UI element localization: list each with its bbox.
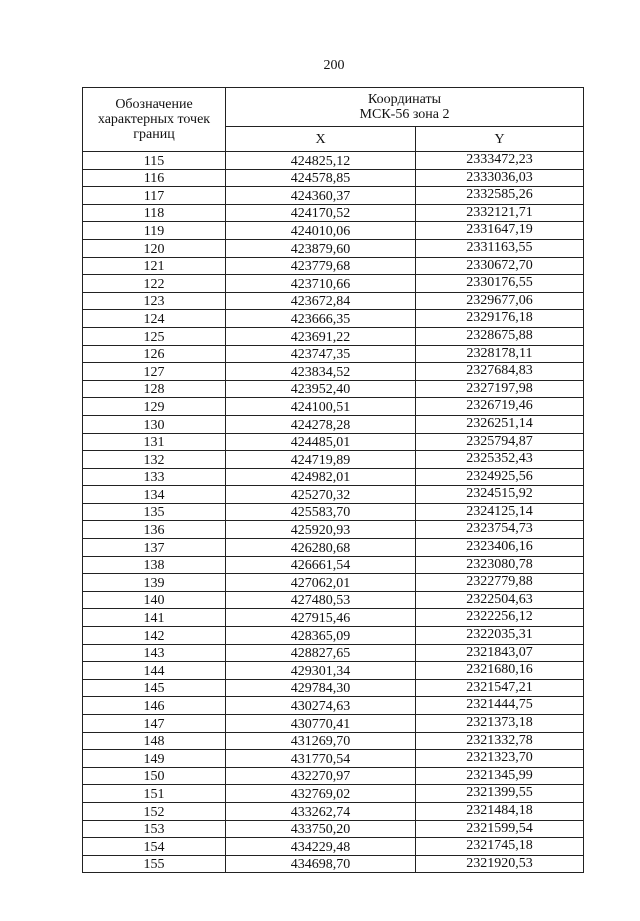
table-row xyxy=(83,521,584,539)
table-row xyxy=(83,539,584,557)
table-row xyxy=(83,679,584,697)
x-coordinate-cell: 427915,46 xyxy=(226,609,416,627)
table-row xyxy=(83,468,584,486)
x-coordinate-cell: 424578,85 xyxy=(226,169,416,187)
coordinates-header xyxy=(226,88,584,127)
point-number-cell: 150 xyxy=(83,767,226,785)
point-number-cell: 118 xyxy=(83,204,226,222)
point-number-cell: 115 xyxy=(83,152,226,170)
y-coordinate-cell: 2328675,88 xyxy=(416,327,584,345)
point-number-cell: 120 xyxy=(83,239,226,257)
point-number-cell: 134 xyxy=(83,486,226,504)
y-coordinate-cell: 2321599,54 xyxy=(416,820,584,838)
x-coordinate-cell: 424719,89 xyxy=(226,451,416,469)
y-coordinate-cell: 2323754,73 xyxy=(416,521,584,539)
x-coordinate-cell: 424485,01 xyxy=(226,433,416,451)
point-number-cell: 154 xyxy=(83,838,226,856)
y-coordinate-cell: 2328178,11 xyxy=(416,345,584,363)
point-number-cell: 144 xyxy=(83,662,226,680)
table-row xyxy=(83,767,584,785)
table-row xyxy=(83,486,584,504)
x-coordinate-cell: 423834,52 xyxy=(226,363,416,381)
y-coordinate-cell: 2322504,63 xyxy=(416,591,584,609)
point-number-cell: 124 xyxy=(83,310,226,328)
point-number-cell: 138 xyxy=(83,556,226,574)
x-coordinate-cell: 423779,68 xyxy=(226,257,416,275)
x-coordinate-cell: 424825,12 xyxy=(226,152,416,170)
coordinates-header-line-1: Координаты xyxy=(368,92,441,108)
x-coordinate-cell: 427062,01 xyxy=(226,574,416,592)
y-coordinate-cell: 2327197,98 xyxy=(416,380,584,398)
page-number: 200 xyxy=(323,58,345,73)
point-header-line-3: границ xyxy=(133,127,175,142)
point-number-cell: 116 xyxy=(83,169,226,187)
x-coordinate-cell: 425270,32 xyxy=(226,486,416,504)
point-header-line-1: Обозначение xyxy=(115,97,193,112)
table-row xyxy=(83,609,584,627)
table-row xyxy=(83,398,584,416)
point-number-cell: 152 xyxy=(83,802,226,820)
y-coordinate-cell: 2324925,56 xyxy=(416,468,584,486)
coordinates-table xyxy=(82,87,584,873)
table-row xyxy=(83,433,584,451)
y-coordinate-cell: 2324125,14 xyxy=(416,503,584,521)
y-coordinate-cell: 2321373,18 xyxy=(416,715,584,733)
y-coordinate-cell: 2331647,19 xyxy=(416,222,584,240)
x-coordinate-cell: 428365,09 xyxy=(226,627,416,645)
x-coordinate-cell: 433262,74 xyxy=(226,802,416,820)
point-header-line-2: характерных точек xyxy=(97,112,211,127)
x-coordinate-cell: 434698,70 xyxy=(226,855,416,873)
point-number-cell: 117 xyxy=(83,187,226,205)
y-coordinate-cell: 2329176,18 xyxy=(416,310,584,328)
point-number-cell: 139 xyxy=(83,574,226,592)
point-number-cell: 125 xyxy=(83,327,226,345)
table-row xyxy=(83,785,584,803)
x-coordinate-cell: 425920,93 xyxy=(226,521,416,539)
table-row xyxy=(83,503,584,521)
table-row xyxy=(83,556,584,574)
table-row xyxy=(83,750,584,768)
x-coordinate-cell: 428827,65 xyxy=(226,644,416,662)
y-column-header: Y xyxy=(416,127,584,152)
point-number-cell: 123 xyxy=(83,292,226,310)
y-coordinate-cell: 2323080,78 xyxy=(416,556,584,574)
y-coordinate-cell: 2321920,53 xyxy=(416,855,584,873)
point-number-cell: 153 xyxy=(83,820,226,838)
x-coordinate-cell: 423691,22 xyxy=(226,327,416,345)
x-column-header: X xyxy=(226,127,416,152)
y-coordinate-cell: 2321547,21 xyxy=(416,679,584,697)
table-row xyxy=(83,855,584,873)
y-coordinate-cell: 2331163,55 xyxy=(416,239,584,257)
y-coordinate-cell: 2321745,18 xyxy=(416,838,584,856)
point-number-cell: 121 xyxy=(83,257,226,275)
point-number-cell: 135 xyxy=(83,503,226,521)
x-coordinate-cell: 426280,68 xyxy=(226,539,416,557)
table-row xyxy=(83,838,584,856)
point-number-cell: 148 xyxy=(83,732,226,750)
table-row xyxy=(83,820,584,838)
table-row xyxy=(83,292,584,310)
table-row xyxy=(83,574,584,592)
point-number-cell: 151 xyxy=(83,785,226,803)
table-row xyxy=(83,275,584,293)
x-coordinate-cell: 424010,06 xyxy=(226,222,416,240)
table-row xyxy=(83,802,584,820)
table-row xyxy=(83,697,584,715)
y-coordinate-cell: 2329677,06 xyxy=(416,292,584,310)
point-number-cell: 122 xyxy=(83,275,226,293)
point-number-cell: 146 xyxy=(83,697,226,715)
y-coordinate-cell: 2321484,18 xyxy=(416,802,584,820)
y-coordinate-cell: 2321843,07 xyxy=(416,644,584,662)
x-coordinate-cell: 423879,60 xyxy=(226,239,416,257)
point-number-cell: 149 xyxy=(83,750,226,768)
y-coordinate-cell: 2324515,92 xyxy=(416,486,584,504)
x-coordinate-cell: 431770,54 xyxy=(226,750,416,768)
x-coordinate-cell: 423747,35 xyxy=(226,345,416,363)
table-row xyxy=(83,345,584,363)
coordinates-header-line-2: МСК-56 зона 2 xyxy=(359,107,450,123)
x-coordinate-cell: 424170,52 xyxy=(226,204,416,222)
x-coordinate-cell: 427480,53 xyxy=(226,591,416,609)
x-coordinate-cell: 426661,54 xyxy=(226,556,416,574)
x-coordinate-cell: 431269,70 xyxy=(226,732,416,750)
point-number-cell: 132 xyxy=(83,451,226,469)
table-header xyxy=(83,88,584,152)
table-row xyxy=(83,310,584,328)
table-row xyxy=(83,187,584,205)
y-coordinate-cell: 2327684,83 xyxy=(416,363,584,381)
y-coordinate-cell: 2322035,31 xyxy=(416,627,584,645)
y-coordinate-cell: 2321345,99 xyxy=(416,767,584,785)
x-coordinate-cell: 432769,02 xyxy=(226,785,416,803)
point-number-cell: 147 xyxy=(83,715,226,733)
table-row xyxy=(83,644,584,662)
x-coordinate-cell: 424278,28 xyxy=(226,415,416,433)
x-coordinate-cell: 430274,63 xyxy=(226,697,416,715)
point-number-cell: 142 xyxy=(83,627,226,645)
y-coordinate-cell: 2333472,23 xyxy=(416,152,584,170)
point-number-cell: 137 xyxy=(83,539,226,557)
x-coordinate-cell: 423710,66 xyxy=(226,275,416,293)
table-row xyxy=(83,363,584,381)
y-coordinate-cell: 2326719,46 xyxy=(416,398,584,416)
y-coordinate-cell: 2321680,16 xyxy=(416,662,584,680)
point-number-cell: 119 xyxy=(83,222,226,240)
table-row xyxy=(83,380,584,398)
point-number-cell: 140 xyxy=(83,591,226,609)
point-number-cell: 155 xyxy=(83,855,226,873)
table-row xyxy=(83,662,584,680)
y-coordinate-cell: 2333036,03 xyxy=(416,169,584,187)
x-coordinate-cell: 430770,41 xyxy=(226,715,416,733)
y-coordinate-cell: 2326251,14 xyxy=(416,415,584,433)
x-coordinate-cell: 432270,97 xyxy=(226,767,416,785)
point-number-cell: 126 xyxy=(83,345,226,363)
point-number-cell: 131 xyxy=(83,433,226,451)
y-coordinate-cell: 2330672,70 xyxy=(416,257,584,275)
y-coordinate-cell: 2325794,87 xyxy=(416,433,584,451)
point-number-cell: 133 xyxy=(83,468,226,486)
point-number-cell: 145 xyxy=(83,679,226,697)
x-coordinate-cell: 429784,30 xyxy=(226,679,416,697)
table-row xyxy=(83,222,584,240)
x-coordinate-cell: 423952,40 xyxy=(226,380,416,398)
x-coordinate-cell: 424982,01 xyxy=(226,468,416,486)
y-coordinate-cell: 2321323,70 xyxy=(416,750,584,768)
y-coordinate-cell: 2332585,26 xyxy=(416,187,584,205)
x-coordinate-cell: 429301,34 xyxy=(226,662,416,680)
point-designation-header xyxy=(83,88,226,152)
table-row xyxy=(83,415,584,433)
table-row xyxy=(83,327,584,345)
y-coordinate-cell: 2321444,75 xyxy=(416,697,584,715)
point-number-cell: 130 xyxy=(83,415,226,433)
y-coordinate-cell: 2321332,78 xyxy=(416,732,584,750)
y-coordinate-cell: 2332121,71 xyxy=(416,204,584,222)
y-coordinate-cell: 2321399,55 xyxy=(416,785,584,803)
point-number-cell: 141 xyxy=(83,609,226,627)
x-coordinate-cell: 434229,48 xyxy=(226,838,416,856)
table-row xyxy=(83,451,584,469)
point-number-cell: 129 xyxy=(83,398,226,416)
point-number-cell: 127 xyxy=(83,363,226,381)
table-row xyxy=(83,715,584,733)
table-row xyxy=(83,239,584,257)
x-coordinate-cell: 423672,84 xyxy=(226,292,416,310)
table-row xyxy=(83,204,584,222)
table-body xyxy=(83,152,584,873)
x-coordinate-cell: 433750,20 xyxy=(226,820,416,838)
table-row xyxy=(83,152,584,170)
y-coordinate-cell: 2322256,12 xyxy=(416,609,584,627)
y-coordinate-cell: 2323406,16 xyxy=(416,539,584,557)
x-coordinate-cell: 423666,35 xyxy=(226,310,416,328)
point-number-cell: 128 xyxy=(83,380,226,398)
table-row xyxy=(83,627,584,645)
x-coordinate-cell: 424360,37 xyxy=(226,187,416,205)
table-row xyxy=(83,591,584,609)
x-coordinate-cell: 424100,51 xyxy=(226,398,416,416)
y-coordinate-cell: 2330176,55 xyxy=(416,275,584,293)
table-row xyxy=(83,169,584,187)
x-coordinate-cell: 425583,70 xyxy=(226,503,416,521)
y-coordinate-cell: 2325352,43 xyxy=(416,451,584,469)
table-row xyxy=(83,257,584,275)
point-number-cell: 136 xyxy=(83,521,226,539)
point-number-cell: 143 xyxy=(83,644,226,662)
y-coordinate-cell: 2322779,88 xyxy=(416,574,584,592)
table-row xyxy=(83,732,584,750)
